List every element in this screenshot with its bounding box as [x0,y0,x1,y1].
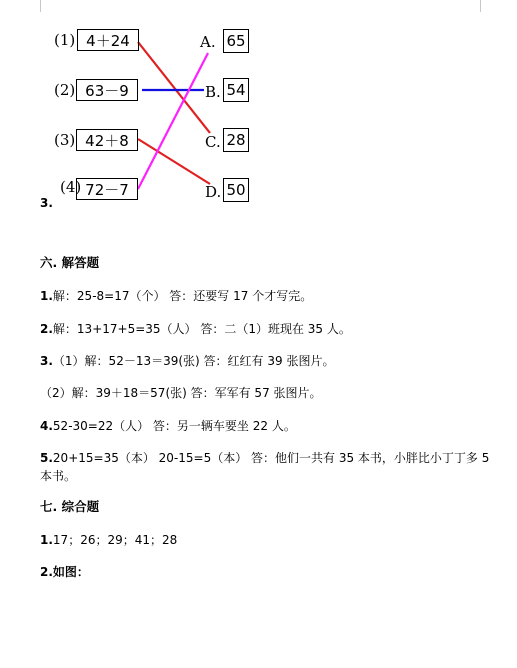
answer-item-5-number: 5. [40,451,53,465]
answer-item-1 [40,287,312,305]
left-index-4: (4) [60,178,82,196]
answer-item-5-text: 20+15=35（本） 20-15=5（本） 答：他们一共有 35 本书，小胖比小丁丁多 5 本书。 [40,451,490,483]
section-6-title: 六. 解答题 [40,255,100,270]
question-number: 3. [40,196,53,210]
answer-item-2-text: 解：13+17+5=35（人） 答：二（1）班现在 35 人。 [52,322,351,336]
left-index-3: (3) [54,131,76,149]
connection-line-4-A [138,53,208,189]
answer-item-3-number: 3. [40,354,53,368]
answer-item-3-2 [40,384,322,402]
comprehensive-item-1-number: 1. [40,533,53,547]
section-7-title: 七. 综合题 [40,499,100,514]
answer-item-3-1 [40,352,334,370]
answer-item-4-number: 4. [40,419,53,433]
right-answer-A: 65 [223,29,249,53]
right-answer-C: 28 [223,128,249,152]
right-answer-D: 50 [223,178,249,202]
answer-item-4-text: 52-30=22（人） 答：另一辆车要坐 22 人。 [52,419,296,433]
connection-line-3-D [138,139,210,184]
right-letter-D: D. [205,183,222,201]
answer-item-2 [40,320,351,338]
right-letter-C: C. [205,133,221,151]
left-index-1: (1) [54,31,76,49]
comprehensive-item-2-number: 2. [40,565,53,579]
comprehensive-item-1 [40,531,177,549]
comprehensive-item-2-text: 如图： [52,565,89,579]
left-expression-2: 63－9 [76,79,138,101]
answer-item-1-number: 1. [40,289,53,303]
left-expression-4: 72－7 [76,178,138,200]
left-expression-3: 42＋8 [76,129,138,151]
answer-item-3-1-text: （1）解：52－13＝39(张) 答：红红有 39 张图片。 [52,354,335,368]
answer-item-2-number: 2. [40,322,53,336]
right-letter-A: A. [200,33,216,51]
comprehensive-item-1-text: 17；26；29；41；28 [52,533,178,547]
left-index-2: (2) [54,81,76,99]
answer-item-1-text: 解：25-8=17（个） 答：还要写 17 个才写完。 [52,289,313,303]
left-expression-1: 4＋24 [77,29,139,51]
right-answer-B: 54 [223,78,249,102]
comprehensive-item-2 [40,563,89,581]
answer-item-4 [40,417,296,435]
answer-item-5 [40,449,500,485]
answer-item-3-2-text: （2）解：39＋18＝57(张) 答：军军有 57 张图片。 [40,386,322,400]
right-letter-B: B. [205,83,221,101]
